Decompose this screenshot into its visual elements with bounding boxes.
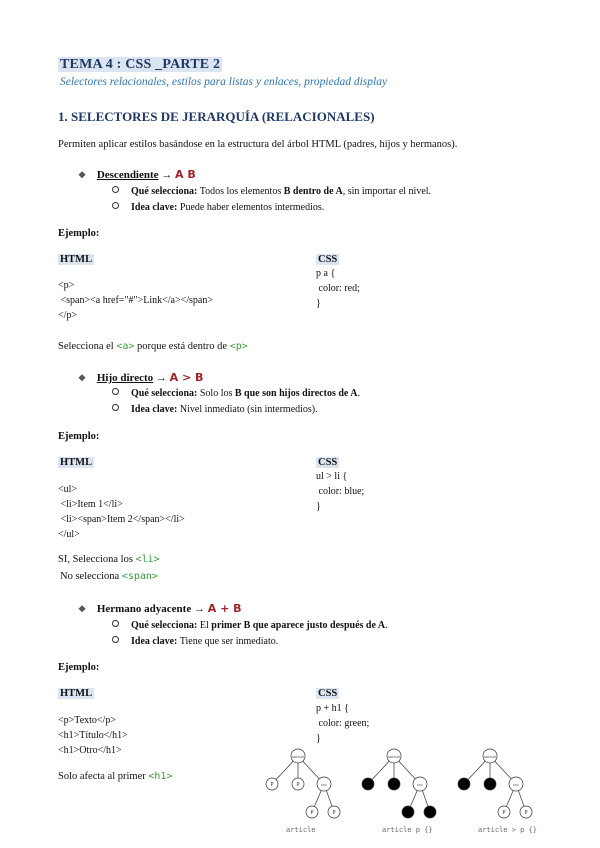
hijo-note-no: No selecciona <span> [60,571,158,582]
tree-node-label: P [524,810,528,816]
css-label: CSS [318,688,338,699]
css-code-block: p a { color: red; } [316,268,360,309]
tree-node [484,778,496,790]
hijo-idea-clave: Idea clave: Nivel inmediato (sin intermedios). [112,404,318,415]
circle-bullet-icon [112,388,119,395]
hermano-adyacente-heading: ❖ Hermano adyacente → A + B [78,602,242,615]
tree-node [388,778,400,790]
html-label: HTML [60,254,93,265]
circle-bullet-icon [112,404,119,411]
circle-bullet-icon [112,202,119,209]
tree-caption: article p {} [382,826,433,834]
tree-node [424,806,436,818]
ejemplo-label: Ejemplo: [58,662,100,673]
descendiente-que-selecciona: Qué selecciona: Todos los elementos B dentro de A, sin importar el nivel. [112,186,431,197]
hermano-que-selecciona: Qué selecciona: El primer B que aparece justo después de A. [112,620,388,631]
html-code-block: <p>Texto</p> <h1>Título</h1> <h1>Otro</h1> [58,715,128,756]
html-code-block: <p> <span><a href="#">Link</a></span> </p> [58,280,213,321]
diamond-bullet-icon: ❖ [78,373,87,383]
section-heading: 1. SELECTORES DE JERARQUÍA (RELACIONALES) [58,109,375,124]
tree-node-label: P [502,810,506,816]
page-subtitle: Selectores relacionales, estilos para listas y enlaces, propiedad display [60,76,388,88]
descendiente-heading: ❖ Descendiente → A B [78,168,196,181]
tree-node [458,778,470,790]
tree-node-label: P [310,810,314,816]
circle-bullet-icon [112,636,119,643]
circle-bullet-icon [112,186,119,193]
diamond-bullet-icon: ❖ [78,170,87,180]
tree-node-label: P [296,782,300,788]
tree-node-label: ARTICLE [387,755,401,759]
circle-bullet-icon [112,620,119,627]
tree-node-label: ARTICLE [483,755,497,759]
tree-node-label: DIV [417,783,423,787]
tree-node [362,778,374,790]
css-code-block: p + h1 { color: green; } [316,703,370,744]
ejemplo-label: Ejemplo: [58,431,100,442]
section-intro: Permiten aplicar estilos basándose en la estructura del árbol HTML (padres, hijos y hermanos). [58,139,458,150]
hermano-idea-clave: Idea clave: Tiene que ser inmediato. [112,636,278,647]
hijo-que-selecciona: Qué selecciona: Solo los B que son hijos directos de A. [112,388,360,399]
tree-node-label: DIV [321,783,327,787]
hermano-note: Solo afecta al primer <h1> [58,771,173,782]
dom-tree-diagrams [262,746,552,838]
css-label: CSS [318,254,338,265]
html-code-block: <ul> <li>Item 1</li> <li><span>Item 2</span></li> </ul> [58,484,185,540]
tree-node [402,806,414,818]
tree-caption: article > p {} [478,826,538,834]
ejemplo-label: Ejemplo: [58,228,100,239]
css-label: CSS [318,457,338,468]
css-code-block: ul > li { color: blue; } [316,471,365,512]
descendiente-note: Selecciona el <a> porque está dentro de <p> [58,341,248,352]
page-title: TEMA 4 : CSS _PARTE 2 [60,57,221,72]
tree-node-label: ARTICLE [291,755,305,759]
tree-node-label: P [332,810,336,816]
hijo-directo-heading: ❖ Hijo directo → A > B [78,371,204,384]
tree-node-label: DIV [513,783,519,787]
diamond-bullet-icon: ❖ [78,604,87,614]
descendiente-idea-clave: Idea clave: Puede haber elementos intermedios. [112,202,324,213]
html-label: HTML [60,457,93,468]
html-label: HTML [60,688,93,699]
tree-caption: article [286,826,316,834]
tree-node-label: P [270,782,274,788]
hijo-note-si: SI, Selecciona los <li> [58,554,160,565]
